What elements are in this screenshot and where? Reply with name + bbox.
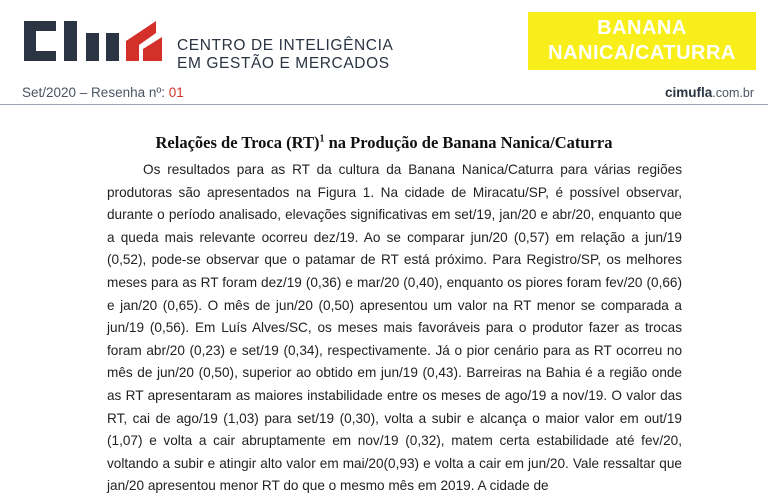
cim-logo-icon <box>22 15 167 65</box>
product-line1: BANANA <box>597 17 687 39</box>
header-divider <box>0 104 768 105</box>
issue-info <box>22 85 184 100</box>
title-main: Relações de Troca (RT) <box>155 133 320 152</box>
org-name-line1: CENTRO DE INTELIGÊNCIA <box>177 37 394 54</box>
document-title <box>0 133 768 153</box>
org-name-line2: EM GESTÃO E MERCADOS <box>177 55 390 72</box>
title-footnote-marker: 1 <box>319 133 325 145</box>
site-link[interactable] <box>665 85 754 100</box>
site-name: cimufla <box>665 85 713 100</box>
issue-label: Set/2020 – Resenha nº: <box>22 85 169 100</box>
product-badge <box>528 12 756 70</box>
product-line2: NANICA/CATURRA <box>548 42 736 64</box>
site-tld: .com.br <box>712 86 754 100</box>
body-paragraph: Os resultados para as RT da cultura da Banana Nanica/Caturra para várias regiões produtoras são apresentados na Figura 1. Na cidade de Miracatu/SP, é possível observar, durante o período analisado, elevações significativas em set/19, jan/20 e abr/20, enquanto que a queda mais relevante ocorreu dez/19. Ao se comparar jun/20 (0,57) em relação a jun/19 (0,52), pode-se observar que o patamar de RT está próximo. Para Registro/SP, os melhores meses para as RT foram dez/19 (0,36) e mar/20 (0,40), enquanto os piores foram fev/20 (0,66) e jan/20 (0,65). O mês de jun/20 (0,50) apresentou um valor na RT menor se comparada a jun/19 (0,56). Em Luís Alves/SC, os meses mais favoráveis para o produtor fazer as trocas foram abr/20 (0,23) e set/19 (0,34), respectivamente. Já o pior cenário para as RT ocorreu no mês de jun/20 (0,50), superior ao obtido em jun/19 (0,43). Barreiras na Bahia é a região onde as RT apresentaram as maiores instabilidade entre os meses de ago/19 a nov/19. O valor das RT, cai de ago/19 (1,03) para set/19 (0,30), volta a subir e alcança o maior valor em out/19 (1,07) e volta a cair abruptamente em nov/19 (0,32), matem certa estabilidade até fev/20, voltando a subir e atingir alto valor em mai/20(0,93) e volta a cair em jun/20. Vale ressaltar que jan/20 apresentou menor RT do que o mesmo mês em 2019. A cidade de <box>107 162 682 494</box>
issue-bar <box>0 82 768 106</box>
org-name <box>177 37 393 73</box>
title-rest: na Produção de Banana Nanica/Caturra <box>324 133 613 152</box>
document-header <box>0 0 768 82</box>
issue-number: 01 <box>168 85 184 100</box>
